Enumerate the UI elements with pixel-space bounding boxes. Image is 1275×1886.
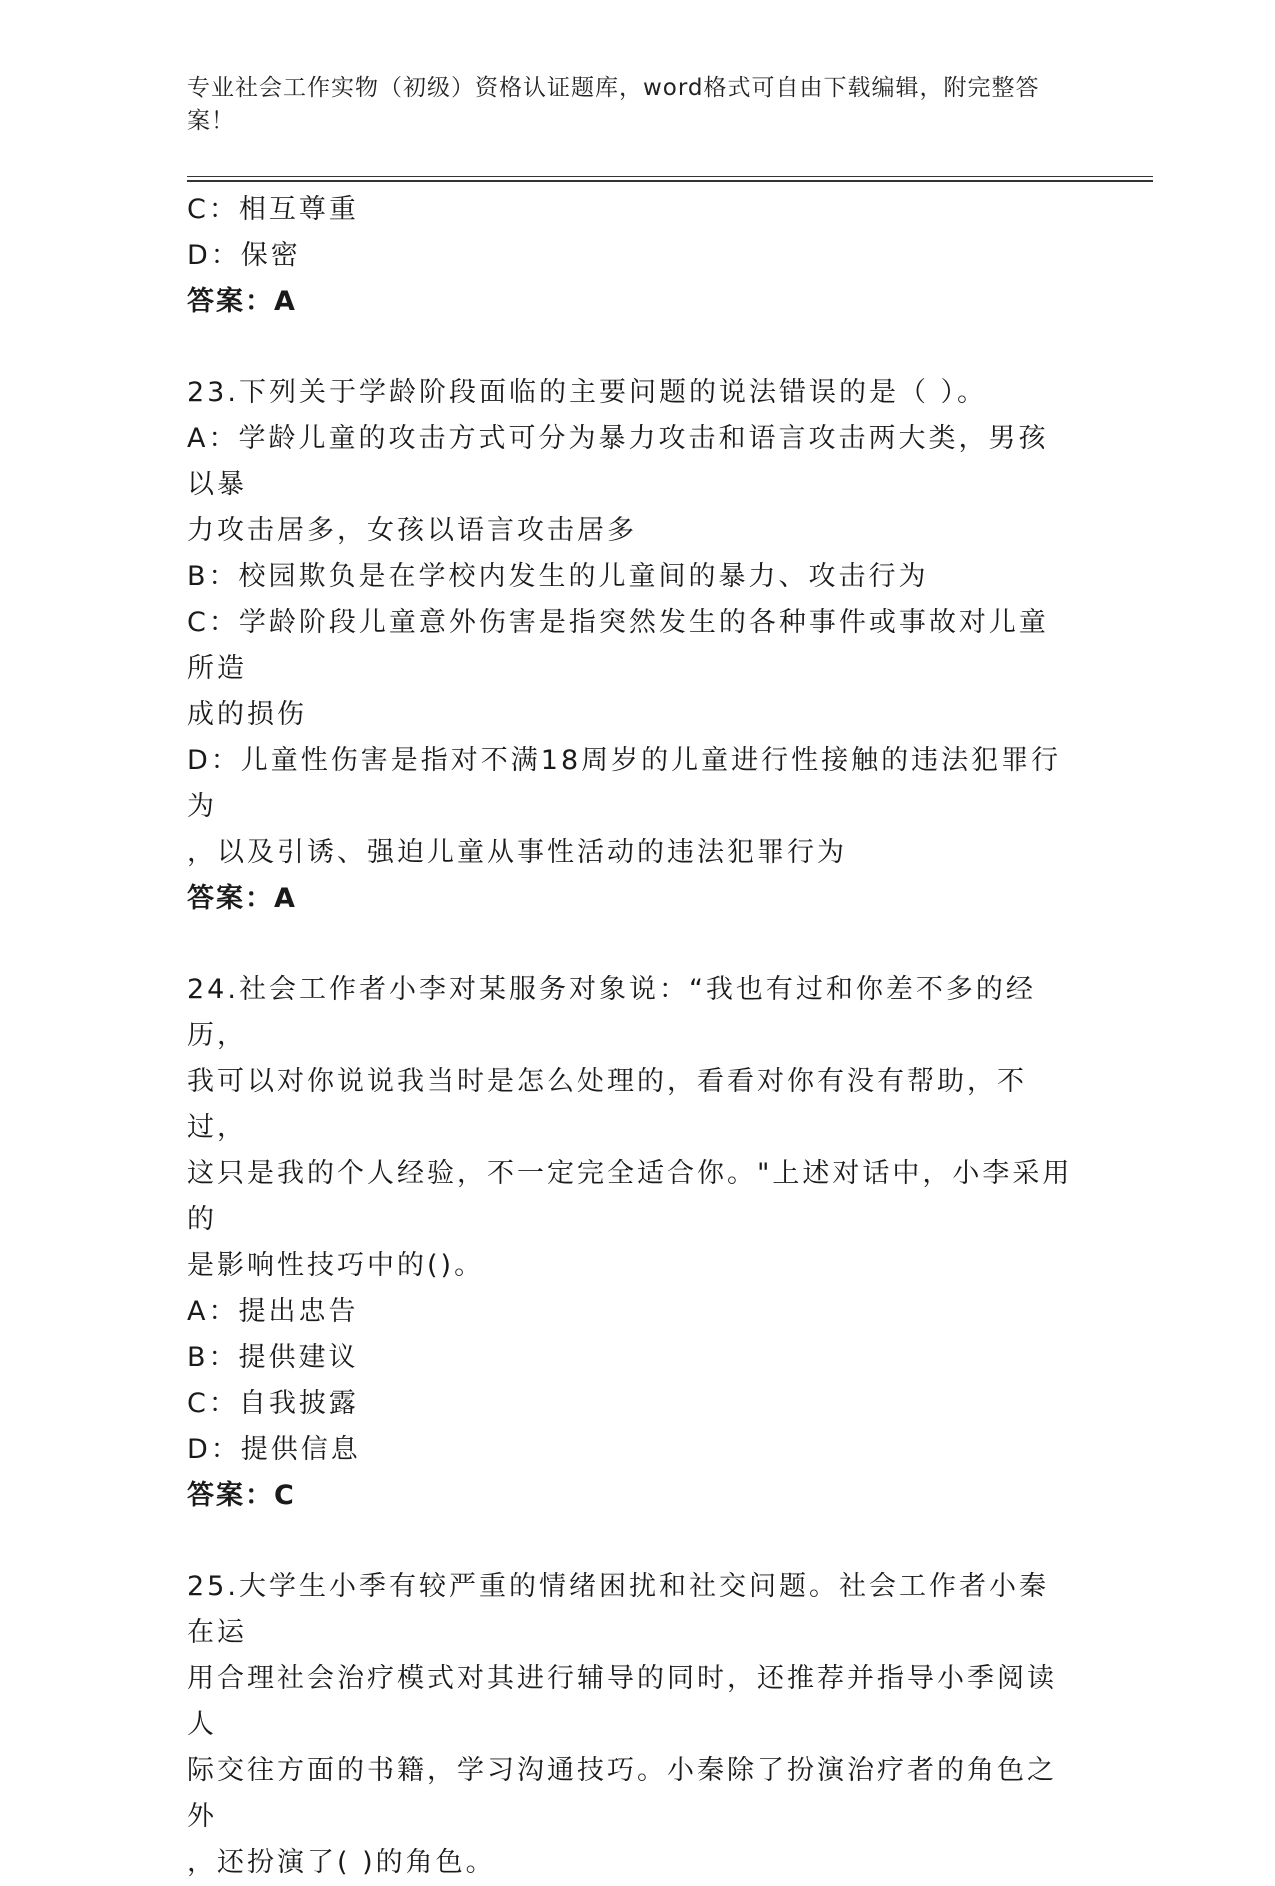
spacer [187,325,1077,370]
answer-line: 答案：A [187,883,297,914]
question-stem-continued: 用合理社会治疗模式对其进行辅导的同时，还推荐并指导小季阅读人 [187,1663,1057,1740]
option-c: C：自我披露 [187,1388,359,1419]
spacer [187,1519,1077,1564]
option-c-continued: 成的损伤 [187,699,307,730]
question-list [187,187,1077,1886]
question-stem-continued: 我可以对你说说我当时是怎么处理的，看看对你有没有帮助，不过， [187,1066,1027,1143]
question-stem-continued: 是影响性技巧中的()。 [187,1250,485,1281]
option-c: C：学龄阶段儿童意外伤害是指突然发生的各种事件或事故对儿童所造 [187,607,1049,684]
spacer [187,922,1077,967]
question-23 [187,370,1077,922]
answer-line: 答案：A [187,286,297,317]
question-stem-continued: ，还扮演了( )的角色。 [187,1847,496,1878]
question-stem-continued: 这只是我的个人经验，不一定完全适合你。"上述对话中，小李采用的 [187,1158,1073,1235]
question-stem: 23.下列关于学龄阶段面临的主要问题的说法错误的是（ ）。 [187,377,988,408]
option-d: D：提供信息 [187,1434,361,1465]
header-divider-thick [187,180,1153,182]
question-25 [187,1564,1077,1886]
question-24 [187,967,1077,1519]
question-stem-continued: 际交往方面的书籍，学习沟通技巧。小秦除了扮演治疗者的角色之外 [187,1755,1057,1832]
question-22-tail [187,187,1077,325]
option-a: A：提出忠告 [187,1296,359,1327]
option-c: C：相互尊重 [187,194,359,225]
option-d: D：保密 [187,240,301,271]
option-a-continued: 力攻击居多，女孩以语言攻击居多 [187,515,637,546]
header-divider-thin [187,176,1153,177]
option-b: B：校园欺负是在学校内发生的儿童间的暴力、攻击行为 [187,561,929,592]
question-stem: 25.大学生小季有较严重的情绪困扰和社交问题。社会工作者小秦在运 [187,1571,1049,1648]
option-b: B：提供建议 [187,1342,359,1373]
page-header: 专业社会工作实物（初级）资格认证题库，word格式可自由下载编辑，附完整答案！ [187,75,1040,134]
answer-line: 答案：C [187,1480,296,1511]
option-d: D：儿童性伤害是指对不满18周岁的儿童进行性接触的违法犯罪行为 [187,745,1062,822]
option-a: A：学龄儿童的攻击方式可分为暴力攻击和语言攻击两大类，男孩以暴 [187,423,1049,500]
option-d-continued: ，以及引诱、强迫儿童从事性活动的违法犯罪行为 [187,837,847,868]
question-stem: 24.社会工作者小李对某服务对象说：“我也有过和你差不多的经历， [187,974,1036,1051]
